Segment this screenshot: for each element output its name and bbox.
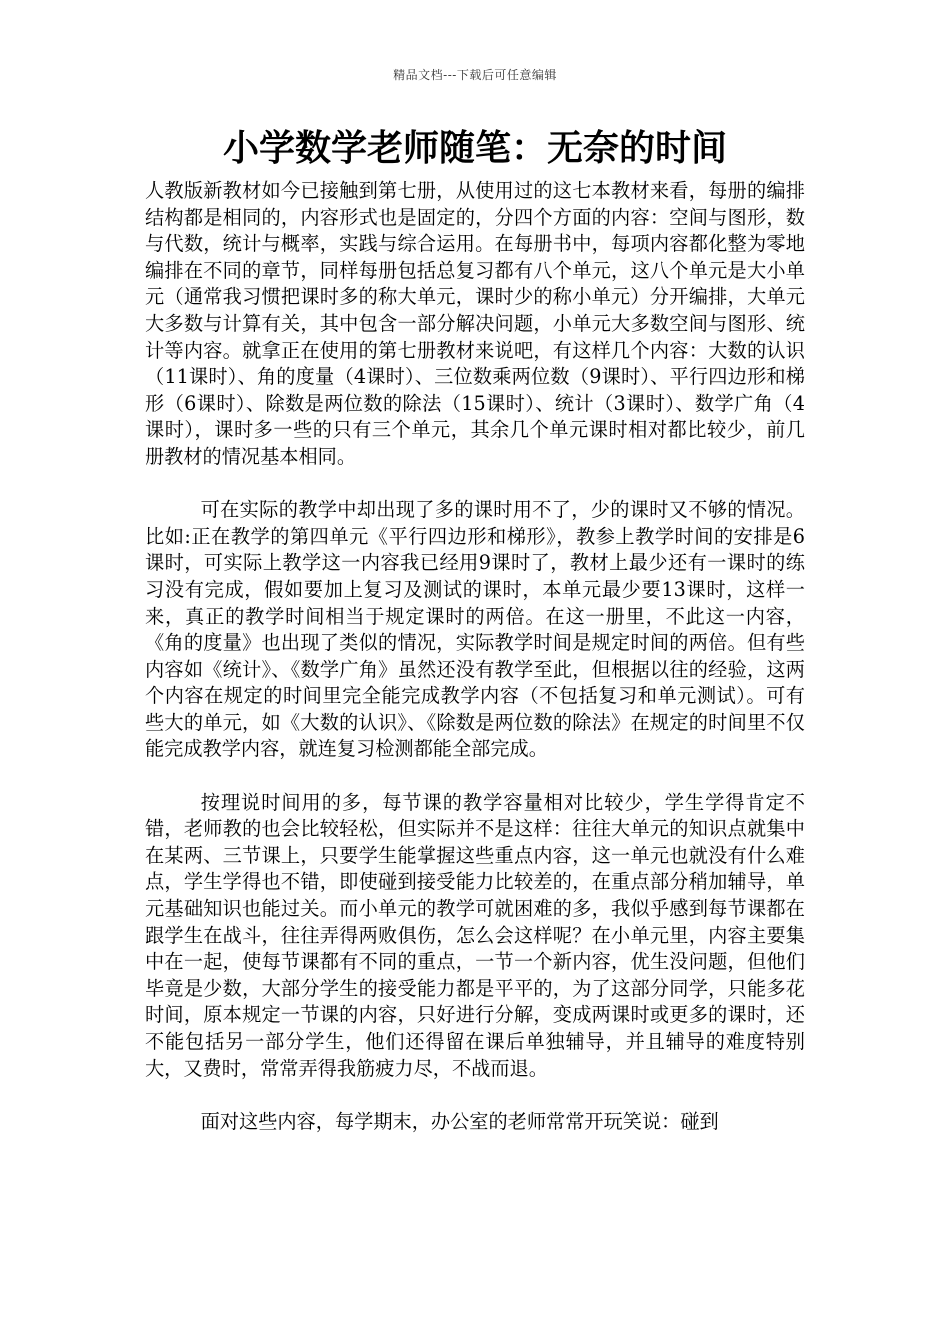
document-body (145, 178, 805, 1135)
document-title: 小学数学老师随笔：无奈的时间 (222, 127, 727, 169)
paragraph-4: 面对这些内容，每学期末，办公室的老师常常开玩笑说：碰到 (200, 1109, 719, 1133)
header-note: 精品文档---下载后可任意编辑 (393, 68, 557, 82)
paragraph-1: 人教版新教材如今已接触到第七册，从使用过的这七本教材来看，每册的编排结构都是相同的，内容形式也是固定的，分四个方面的内容：空间与图形，数与代数，统计与概率，实践与综合运用。在每册书中，每项内容都化整为零地编排在不同的章节，同样每册包括总复习都有八个单元，这八个单元是大小单元（通常我习惯把课时多的称大单元，课时少的称小单元）分开编排，大单元大多数与计算有关，其中包含一部分解决问题，小单元大多数空间与图形、统计等内容。就拿正在使用的第七册教材来说吧，有这样几个内容：大数的认识（11课时）、角的度量（4课时）、三位数乘两位数（9课时）、平行四边形和梯形（6课时）、除数是两位数的除法（15课时）、统计（3课时）、数学广角（4课时），课时多一些的只有三个单元，其余几个单元课时相对都比较少，前几册教材的情况基本相同。 (145, 179, 805, 468)
paragraph-3: 按理说时间用的多，每节课的教学容量相对比较少，学生学得肯定不错，老师教的也会比较轻松，但实际并不是这样：往往大单元的知识点就集中在某两、三节课上，只要学生能掌握这些重点内容，这一单元也就没有什么难点，学生学得也不错，即使碰到接受能力比较差的，在重点部分稍加辅导，单元基础知识也能过关。而小单元的教学可就困难的多，我似乎感到每节课都在跟学生在战斗，往往弄得两败俱伤，怎么会这样呢？在小单元里，内容主要集中在一起，使每节课都有不同的重点，一节一个新内容，优生没问题，但他们毕竟是少数，大部分学生的接受能力都是平平的，为了这部分同学，只能多花时间，原本规定一节课的内容，只好进行分解，变成两课时或更多的课时，还不能包括另一部分学生，他们还得留在课后单独辅导，并且辅导的难度特别大，又费时，常常弄得我筋疲力尽，不战而退。 (145, 790, 805, 1080)
paragraph-2: 可在实际的教学中却出现了多的课时用不了，少的课时又不够的情况。比如:正在教学的第四单元《平行四边形和梯形》，教参上教学时间的安排是6课时，可实际上教学这一内容我已经用9课时了，教材上最少还有一课时的练习没有完成，假如要加上复习及测试的课时，本单元最少要13课时，这样一来，真正的教学时间相当于规定课时的两倍。在这一册里，不此这一内容，《角的度量》也出现了类似的情况，实际教学时间是规定时间的两倍。但有些内容如《统计》、《数学广角》虽然还没有教学至此，但根据以往的经验，这两个内容在规定的时间里完全能完成教学内容（不包括复习和单元测试）。可有些大的单元，如《大数的认识》、《除数是两位数的除法》在规定的时间里不仅能完成教学内容，就连复习检测都能全部完成。 (145, 498, 805, 761)
